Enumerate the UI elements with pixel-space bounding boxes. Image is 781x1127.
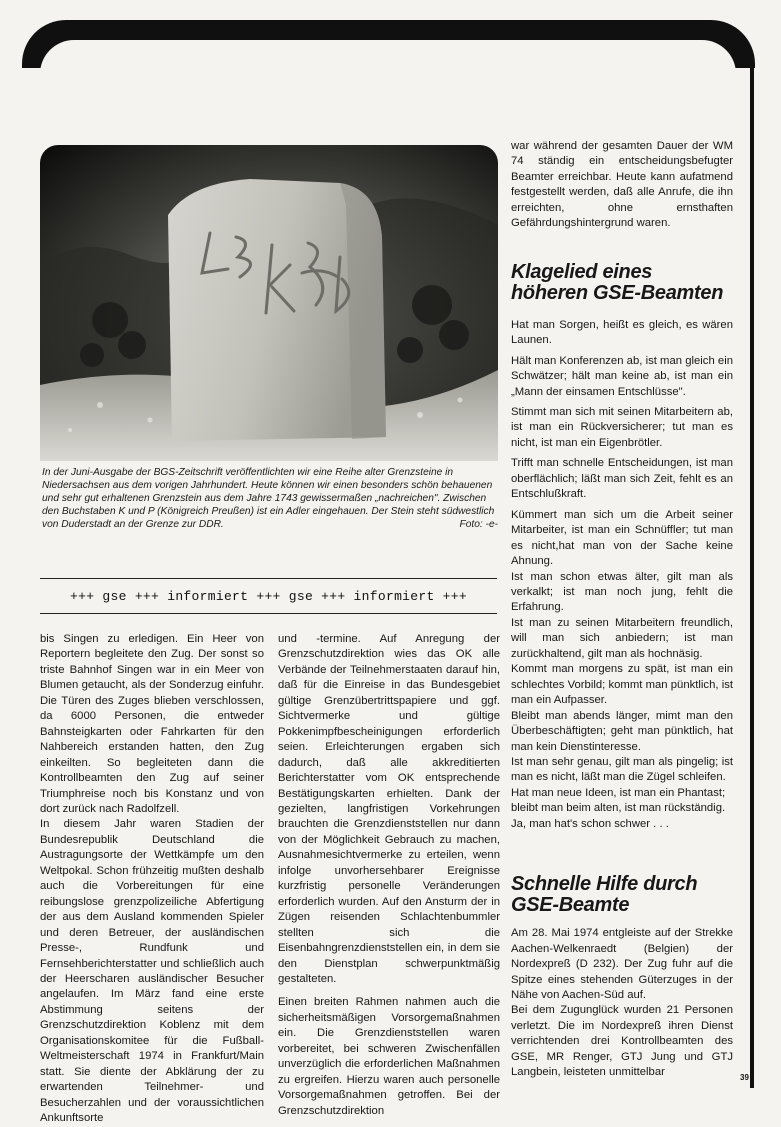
paragraph: bis Singen zu erledigen. Ein Heer von Reportern begleitete den Zug. Der sonst so triste Bahnhof Singen war in ein Meer von Blumen getaucht, als der Sonderzug einfuhr. Die Türen des Zuges blieben verschlossen, da 6000 Personen, die entweder Bahnsteigkarten oder Fahrkarten für den Nahbereich erstanden hatten, den Zug einkeilten. So begleiteten dann die Kontrollbeamten den Zug auf seiner Triumphreise noch bis Konstanz und von dort zurück nach Radolfzell. [40, 633, 264, 815]
paragraph: Am 28. Mai 1974 entgleiste auf der Strekke Aachen-Welkenraedt (Belgien) der Nordexpreß (D 232). Der Zug fuhr auf die Spitze eines stehenden Güterzuges in der Nähe von Aachen-Süd auf. [511, 927, 733, 1002]
paragraph: In diesem Jahr waren Stadien der Bundesrepublik Deutschland die Austragungsorte der Wettkämpfe um den Weltpokal. Schon frühzeitig mußten deshalb auch die Vorbereitungen für eine reibungslose grenzpolizeiliche Abfertigung der aus dem Ausland kommenden Spieler und deren Betreuer, der ausländischen Presse-, Rundfunk und Fernsehberichterstatter und schließlich auch der Heerscharen ausländischer Besucher angelaufen. Im März fand eine erste Abstimmung seitens der Grenzschutzdirektion Koblenz mit dem Organisationskomitee für die Fußball-Weltmeisterschaft 1974 in Frankfurt/Main statt. Sie diente der Abklärung der zu erwartenden Teilnehmer- und Besucherzahlen und der voraussichtlichen Ankunftsorte [40, 818, 264, 1125]
photo-credit: Foto: -e- [459, 518, 498, 530]
boundary-stone-photo [40, 145, 498, 461]
lament-line: Bleibt man abends länger, mimt man den Überbeschäftigten; geht man pünktlich, hat man kein Dienstinteresse. [511, 709, 733, 753]
lament-line: Ist man sehr genau, gilt man als pingelig; ist man es nicht, läßt man die Zügel schleifen. [511, 755, 733, 784]
lament-line: Hat man neue Ideen, ist man ein Phantast; [511, 786, 726, 799]
lament-line: Hat man Sorgen, heißt es gleich, es wären Launen. [511, 318, 733, 347]
lament-heading: Klagelied eines höheren GSE-Beamten [511, 260, 724, 304]
lament-line: Stimmt man sich mit seinen Mitarbeitern ab, ist man ein Rückversicherer; tut man es nicht, ist man ein Eigenbrötler. [511, 405, 733, 449]
lament-line: Hält man Konferenzen ab, ist man gleich ein Schwätzer; hält man keine ab, ist man ein „Mann der einsamen Entschlüsse". [511, 354, 733, 398]
lament-line: Kommt man morgens zu spät, ist man ein schlechtes Vorbild; kommt man pünktlich, ist man ein Aufpasser. [511, 663, 733, 707]
lament-line: Kümmert man sich um die Arbeit seiner Mitarbeiter, ist man ein Schnüffler; tut man es nicht,hat man von der Sache keine Ahnung. [511, 508, 733, 568]
article-column-1 [40, 632, 264, 1127]
news-banner: +++ gse +++ informiert +++ gse +++ informiert +++ [70, 589, 467, 604]
lament-line: Ja, man hat's schon schwer . . . [511, 817, 669, 830]
photo-caption [42, 467, 498, 532]
article-column-2 [278, 632, 500, 1119]
lament-line: bleibt man beim alten, ist man rückständig. [511, 802, 726, 815]
banner-rule-bottom [40, 613, 497, 614]
rescue-heading: Schnelle Hilfe durch GSE-Beamte [511, 873, 698, 917]
paragraph: Einen breiten Rahmen nahmen auch die sicherheitsmäßigen Vorsorgemaßnahmen ein. Die Grenzdienststellen waren vorbereitet, bei schweren Zwischenfällen unverzüglich die erforderlichen Maßnahmen zu ergreifen. Hierzu waren auch personelle Vorsorgemaßnahmen getroffen. Bei der Grenzschutzdirektion [278, 996, 500, 1117]
lament-line: Ist man zu seinen Mitarbeitern freundlich, will man sich anbiedern; ist man zurückhaltend, gilt man als hochnäsig. [511, 616, 733, 660]
lament-line: Ist man schon etwas älter, gilt man als verkalkt; ist man noch jung, fehlt die Erfahrung. [511, 570, 733, 614]
article-column-3 [511, 139, 733, 1081]
page-number: 39 [740, 1073, 749, 1082]
paragraph: Bei dem Zugunglück wurden 21 Personen verletzt. Die im Nordexpreß ihren Dienst verrichtenden drei Kontrollbeamten des GSE, MR Renger, GTJ Jung und GTJ Langbein, leisteten unmittelbar [511, 1004, 733, 1079]
banner-rule-top [40, 578, 497, 579]
paragraph: und -termine. Auf Anregung der Grenzschutzdirektion wies das OK alle Verbände der Teilnehmerstaaten darauf hin, daß für die Einreise in das Bundesgebiet gültige Grenzübertrittspapiere und ggf. Sichtvermerke und gültige Pokkenimpfbescheinigungen erforderlich seien. Erleichterungen ergaben sich dadurch, daß alle akkreditierten Berichterstatter vom OK entsprechende Bestätigungskarten erhielten. Dank der gezielten, langfristigen Vorkehrungen brauchten die Grenzdienststellen nur dann von der Möglichkeit Gebrauch zu machen, Ausnahmesichtvermerke zu erteilen, wenn infolge unvorhersehbarer Ereignisse kurzfristig personelle Veränderungen erforderlich wurden. Auf den Ansturm der in Zügen reisenden Schlachtenbummler stellten sich die Eisenbahngrenzdienststellen ein, in dem sie den Dienstplan schwerpunktmäßig gestalteten. [278, 633, 500, 985]
right-frame-rule [750, 56, 754, 1088]
top-frame-inner [40, 40, 736, 80]
paragraph: war während der gesamten Dauer der WM 74 ständig ein entscheidungsbefugter Beamter erreichbar. Heute kann aufatmend festgestellt werden, daß alle Anrufe, die ihn erreichten, ohne ernsthaften Gefährdungshintergrund waren. [511, 140, 733, 230]
caption-text: In der Juni-Ausgabe der BGS-Zeitschrift veröffentlichten wir eine Reihe alter Grenzsteine in Niedersachsen aus dem vorigen Jahrhundert. Heute können wir einen besonders schön behauenen und sehr gut erhaltenen Grenzstein aus dem Jahre 1743 gewissermaßen „nachreichen". Zwischen den Buchstaben K und P (Königreich Preußen) ist ein Adler eingehauen. Der Stein steht südwestlich von Duderstadt an der Grenze zur DDR. [42, 467, 495, 530]
lament-line: Trifft man schnelle Entscheidungen, ist man oberflächlich; läßt man sich Zeit, fehlt es an Entschlußkraft. [511, 457, 733, 501]
